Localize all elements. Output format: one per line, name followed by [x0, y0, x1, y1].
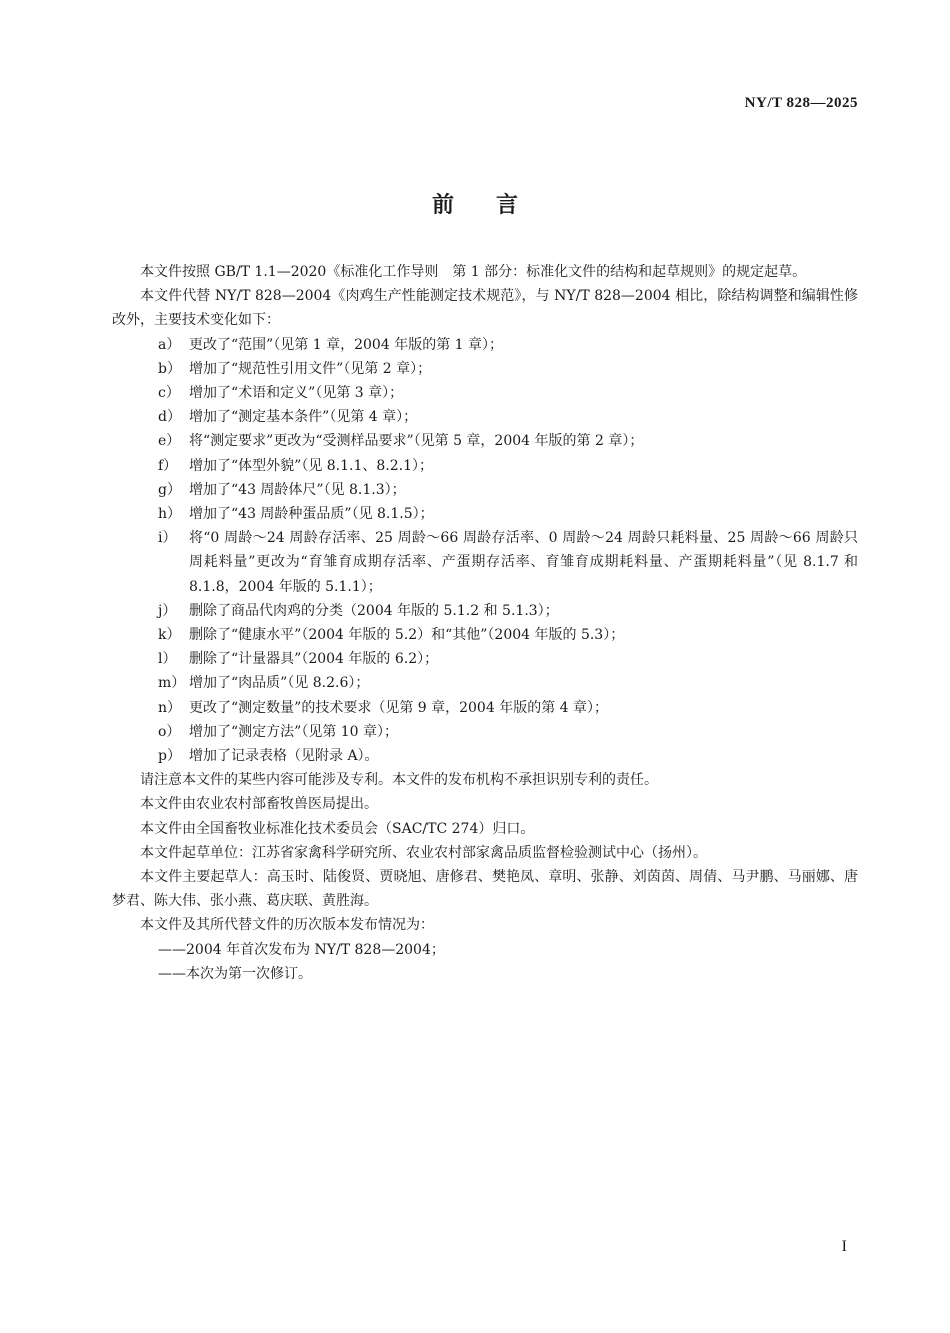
list-text: 增加了“测定基本条件”（见第 4 章）；: [189, 409, 418, 426]
list-text: 增加了“测定方法”（见第 10 章）；: [189, 723, 399, 740]
list-text: 增加了“术语和定义”（见第 3 章）；: [189, 385, 404, 402]
list-item: [112, 623, 858, 647]
list-text: 删除了“健康水平”（2004 年版的 5.2）和“其他”（2004 年版的 5.3）；: [189, 627, 625, 644]
list-text: 删除了商品代肉鸡的分类（2004 年版的 5.1.2 和 5.1.3）；: [189, 602, 559, 619]
list-label: m）: [158, 675, 186, 692]
list-text: 增加了“43 周龄种蛋品质”（见 8.1.5）；: [189, 506, 434, 523]
list-text: 增加了“43 周龄体尺”（见 8.1.3）；: [189, 481, 406, 498]
list-item: [112, 454, 858, 478]
list-text: 更改了“测定数量”的技术要求（见第 9 章，2004 年版的第 4 章）；: [189, 699, 609, 716]
changes-list: [112, 333, 858, 769]
list-label: k）: [158, 627, 181, 644]
proposer: 本文件由农业农村部畜牧兽医局提出。: [140, 796, 378, 813]
list-text: 增加了“规范性引用文件”（见第 2 章）；: [189, 360, 432, 377]
list-label: d）: [158, 409, 181, 426]
list-item: [112, 333, 858, 357]
patent-notice: 请注意本文件的某些内容可能涉及专利。本文件的发布机构不承担识别专利的责任。: [140, 772, 658, 789]
list-text: 增加了“体型外貌”（见 8.1.1、8.2.1）；: [189, 457, 434, 474]
list-text: 更改了“范围”（见第 1 章，2004 年版的第 1 章）；: [189, 336, 504, 353]
list-label: l）: [158, 651, 177, 668]
list-text: 将“0 周龄～24 周龄存活率、25 周龄～66 周龄存活率、0 周龄～24 周龄只耗料量、25 周龄～66 周龄只周耗料量”更改为“育雏育成期存活率、产蛋期存活率、育雏育成期耗料量、产蛋期耗料量”（见 8.1.7 和 8.1.8，2004 年版的 5.1.1）；: [189, 530, 858, 595]
list-item: [112, 599, 858, 623]
page-number: I: [841, 1238, 847, 1255]
page-title: 前言: [431, 192, 560, 218]
list-item: [112, 526, 858, 599]
foreword-body: [112, 260, 858, 986]
paragraph: 本文件代替 NY/T 828—2004《肉鸡生产性能测定技术规范》，与 NY/T 828—2004 相比，除结构调整和编辑性修改外，主要技术变化如下：: [112, 288, 858, 329]
list-text: 增加了“肉品质”（见 8.2.6）；: [189, 675, 370, 692]
list-item: [112, 720, 858, 744]
list-item: [112, 647, 858, 671]
list-label: p）: [158, 748, 181, 765]
list-item: [112, 502, 858, 526]
list-label: j）: [158, 602, 177, 619]
list-text: 将“测定要求”更改为“受测样品要求”（见第 5 章，2004 年版的第 2 章）；: [189, 433, 644, 450]
list-item: [112, 478, 858, 502]
history-item: ——2004 年首次发布为 NY/T 828—2004；: [158, 941, 445, 958]
history-intro: 本文件及其所代替文件的历次版本发布情况为：: [140, 917, 434, 934]
technical-committee: 本文件由全国畜牧业标准化技术委员会（SAC/TC 274）归口。: [140, 820, 535, 837]
list-item: [112, 429, 858, 453]
list-text: 删除了“计量器具”（2004 年版的 6.2）；: [189, 651, 439, 668]
list-item: [112, 744, 858, 768]
list-label: c）: [158, 385, 180, 402]
list-label: h）: [158, 506, 182, 523]
list-label: f）: [158, 457, 178, 474]
standard-code: NY/T 828—2025: [744, 95, 858, 111]
list-label: o）: [158, 723, 181, 740]
list-item: [112, 671, 858, 695]
list-text: 增加了记录表格（见附录 A）。: [189, 748, 379, 765]
list-label: e）: [158, 433, 181, 450]
history-item: ——本次为第一次修订。: [158, 965, 312, 982]
paragraph: 本文件按照 GB/T 1.1—2020《标准化工作导则 第 1 部分：标准化文件的结构和起草规则》的规定起草。: [140, 264, 807, 280]
list-label: g）: [158, 481, 181, 498]
list-label: b）: [158, 360, 181, 377]
list-item: [112, 696, 858, 720]
drafters: 本文件主要起草人：高玉时、陆俊贤、贾晓旭、唐修君、樊艳凤、章明、张静、刘茵茵、周倩、马尹鹏、马丽娜、唐梦君、陈大伟、张小燕、葛庆联、黄胜海。: [112, 869, 858, 910]
list-label: n）: [158, 699, 182, 716]
list-item: [112, 357, 858, 381]
drafting-units: 本文件起草单位：江苏省家禽科学研究所、农业农村部家禽品质监督检验测试中心（扬州）。: [140, 844, 707, 861]
list-item: [112, 381, 858, 405]
list-label: a）: [158, 336, 181, 353]
list-item: [112, 405, 858, 429]
list-label: i）: [158, 530, 177, 547]
